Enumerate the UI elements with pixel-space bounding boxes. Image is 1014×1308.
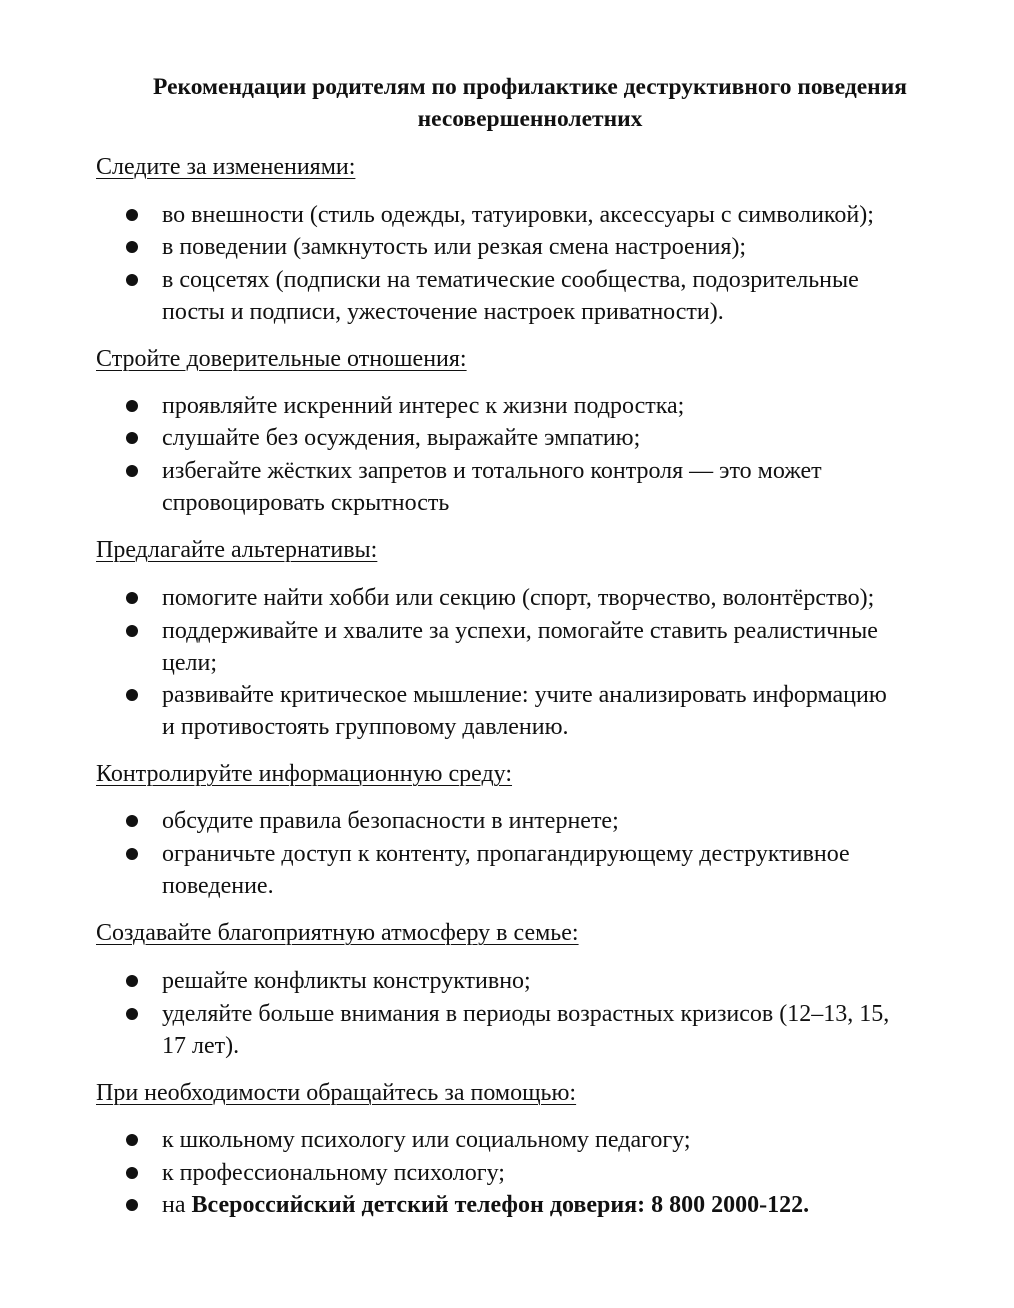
bullet-icon bbox=[126, 689, 138, 701]
section-heading: При необходимости обращайтесь за помощью: bbox=[96, 1080, 577, 1106]
bullet-icon bbox=[126, 975, 138, 987]
bullet-icon bbox=[126, 241, 138, 253]
list-item-text: обсудите правила безопасности в интернете; bbox=[162, 808, 619, 834]
document-title-line-2: несовершеннолетних bbox=[417, 106, 643, 132]
bullet-icon bbox=[126, 1008, 138, 1020]
list-item-text: к профессиональному психологу; bbox=[162, 1160, 505, 1186]
list-item-prefix: на bbox=[162, 1192, 192, 1218]
list-item-text: посты и подписи, ужесточение настроек приватности). bbox=[162, 299, 724, 325]
list-item-text: проявляйте искренний интерес к жизни подростка; bbox=[162, 393, 685, 419]
section-heading: Контролируйте информационную среду: bbox=[96, 761, 513, 787]
list-item-text: ограничьте доступ к контенту, пропагандирующему деструктивное bbox=[162, 841, 850, 867]
list-item-text: слушайте без осуждения, выражайте эмпатию; bbox=[162, 425, 641, 451]
list-item-text: цели; bbox=[162, 650, 217, 676]
bullet-icon bbox=[126, 1134, 138, 1146]
bullet-icon bbox=[126, 625, 138, 637]
list-item-text: в поведении (замкнутость или резкая смена настроения); bbox=[162, 234, 747, 260]
bullet-icon bbox=[126, 1167, 138, 1179]
bullet-icon bbox=[126, 848, 138, 860]
list-item-text: к школьному психологу или социальному педагогу; bbox=[162, 1127, 691, 1153]
bullet-icon bbox=[126, 592, 138, 604]
list-item-text: спровоцировать скрытность bbox=[162, 490, 450, 516]
bullet-icon bbox=[126, 465, 138, 477]
bullet-icon bbox=[126, 815, 138, 827]
list-item-text: уделяйте больше внимания в периоды возрастных кризисов (12–13, 15, bbox=[162, 1001, 890, 1027]
list-item-text bbox=[162, 1190, 809, 1220]
bullet-icon bbox=[126, 400, 138, 412]
bullet-icon bbox=[126, 209, 138, 221]
section-heading: Создавайте благоприятную атмосферу в семье: bbox=[96, 920, 579, 946]
list-item-text: развивайте критическое мышление: учите анализировать информацию bbox=[162, 682, 887, 708]
list-item-text: решайте конфликты конструктивно; bbox=[162, 968, 531, 994]
list-item-text: поведение. bbox=[162, 873, 274, 899]
section-heading: Следите за изменениями: bbox=[96, 154, 356, 180]
hotline-phone-text: Всероссийский детский телефон доверия: 8 800 2000-122. bbox=[191, 1192, 810, 1218]
list-item-text: избегайте жёстких запретов и тотального контроля — это может bbox=[162, 458, 822, 484]
bullet-icon bbox=[126, 432, 138, 444]
bullet-icon bbox=[126, 274, 138, 286]
list-item-text: во внешности (стиль одежды, татуировки, аксессуары с символикой); bbox=[162, 202, 874, 228]
section-heading: Стройте доверительные отношения: bbox=[96, 346, 467, 372]
list-item-text: в соцсетях (подписки на тематические сообщества, подозрительные bbox=[162, 267, 859, 293]
list-item-text: и противостоять групповому давлению. bbox=[162, 714, 569, 740]
list-item-text: поддерживайте и хвалите за успехи, помогайте ставить реалистичные bbox=[162, 618, 878, 644]
list-item-text: 17 лет). bbox=[162, 1033, 240, 1059]
section-heading: Предлагайте альтернативы: bbox=[96, 537, 378, 563]
bullet-icon bbox=[126, 1199, 138, 1211]
list-item-text: помогите найти хобби или секцию (спорт, творчество, волонтёрство); bbox=[162, 585, 875, 611]
document-title-line-1: Рекомендации родителям по профилактике деструктивного поведения bbox=[153, 74, 907, 100]
